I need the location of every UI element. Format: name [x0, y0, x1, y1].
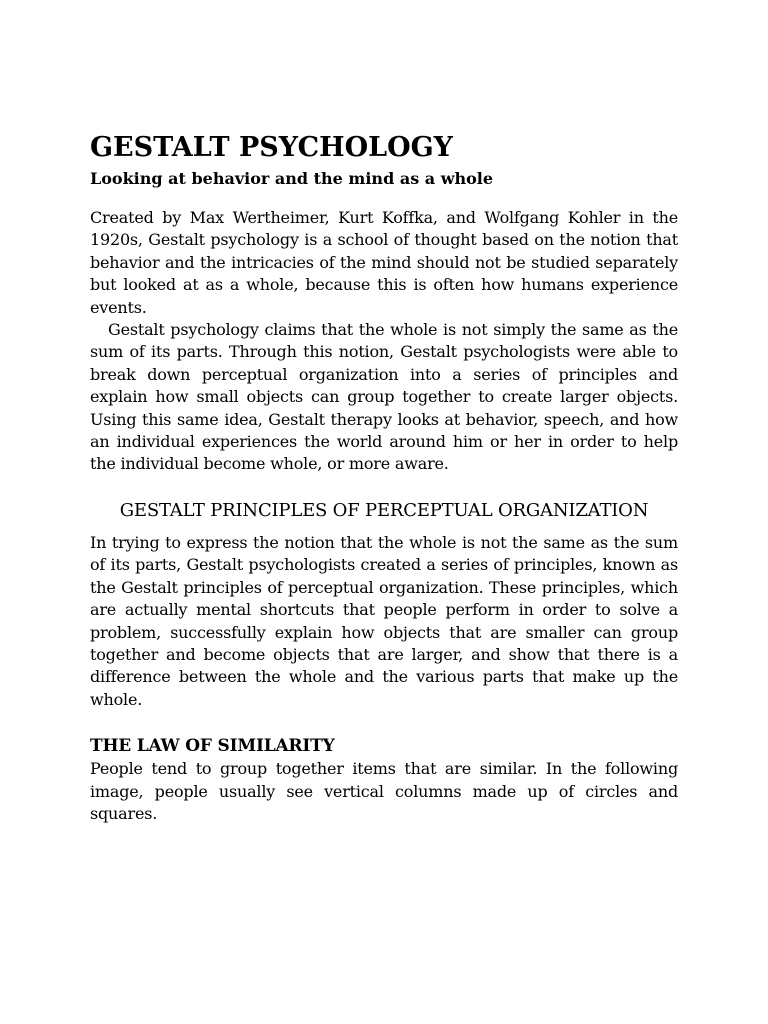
law-of-similarity-paragraph: People tend to group together items that are similar. In the following image, people usually see vertical columns made up of circles and squares.: [90, 759, 678, 823]
intro-paragraph-2: Gestalt psychology claims that the whole is not simply the same as the sum of its parts. Through this notion, Gestalt psychologists were able to break down perceptual organization into a series of principles and explain how small objects can group together to create larger objects. Using this same idea, Gestalt therapy looks at behavior, speech, and how an individual experiences the world around him or her in order to help the individual become whole, or more aware.: [90, 320, 678, 474]
document-page: [90, 128, 678, 825]
document-subtitle: Looking at behavior and the mind as a whole: [90, 169, 494, 188]
section-heading: GESTALT PRINCIPLES OF PERCEPTUAL ORGANIZATION: [119, 499, 649, 521]
law-of-similarity-heading: THE LAW OF SIMILARITY: [90, 736, 335, 757]
intro-paragraph-1: Created by Max Wertheimer, Kurt Koffka, and Wolfgang Kohler in the 1920s, Gestalt psychology is a school of thought based on the notion that behavior and the intricacies of the mind should not be studied separately but looked at as a whole, because this is often how humans experience events.: [90, 208, 678, 317]
section-paragraph: In trying to express the notion that the whole is not the same as the sum of its parts, Gestalt psychologists created a series of principles, known as the Gestalt principles of perceptual organization. These principles, which are actually mental shortcuts that people perform in order to solve a problem, successfully explain how objects that are smaller can group together and become objects that are larger, and show that there is a difference between the whole and the various parts that make up the whole.: [90, 532, 678, 709]
document-title: GESTALT PSYCHOLOGY: [90, 132, 453, 163]
